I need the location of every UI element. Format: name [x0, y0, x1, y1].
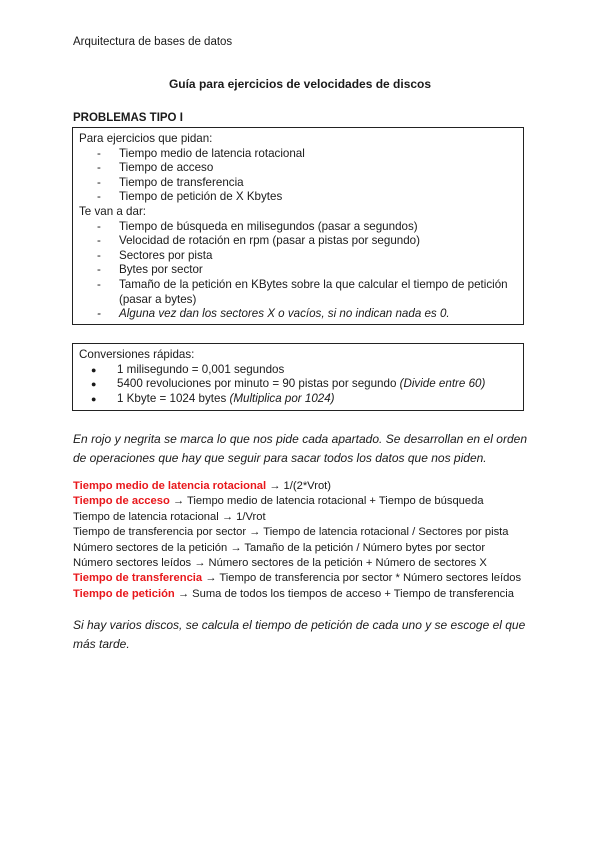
formula-expression: → Número sectores de la petición + Número de sectores X [191, 557, 487, 570]
list-item: - Velocidad de rotación en rpm (pasar a pistas por segundo) [97, 234, 515, 249]
list-item-note: - Alguna vez dan los sectores X o vacíos, si no indican nada es 0. [97, 307, 515, 322]
formula-term: Tiempo de transferencia por sector [73, 526, 247, 539]
list-item: - Tamaño de la petición en KBytes sobre la que calcular el tiempo de petición (pasar a bytes) [97, 278, 515, 307]
formula-line [73, 525, 521, 540]
list-item: - Sectores por pista [97, 249, 515, 264]
formula-term: Tiempo de petición [73, 587, 175, 600]
intro-paragraph: En rojo y negrita se marca lo que nos pide cada apartado. Se desarrollan en el orden de operaciones que hay que seguir para sacar todos los datos que nos piden. [73, 432, 527, 465]
list-item: - Tiempo de petición de X Kbytes [97, 190, 515, 205]
section-heading: PROBLEMAS TIPO I [73, 112, 183, 124]
given-label: Te van a dar: [79, 204, 147, 218]
formula-term: Número sectores leídos [73, 557, 192, 570]
formula-expression: → Tiempo de latencia rotacional / Sectores por pista [246, 526, 509, 539]
formula-expression: → 1/(2*Vrot) [266, 480, 332, 492]
formula-expression: → Tiempo de transferencia por sector * Número sectores leídos [202, 572, 522, 585]
formula-line [73, 587, 521, 602]
conversion-note: (Multiplica por 1024) [229, 391, 335, 405]
conversions-box [72, 343, 524, 411]
document-header: Arquitectura de bases de datos [73, 36, 233, 48]
list-item [91, 363, 515, 378]
formula-term: Tiempo de latencia rotacional [73, 510, 219, 523]
list-item [91, 377, 515, 392]
box-intro: Para ejercicios que pidan: [79, 132, 213, 145]
formula-term: Tiempo de transferencia [73, 572, 203, 585]
list-item: - Tiempo de acceso [97, 161, 515, 176]
document-title: Guía para ejercicios de velocidades de discos [168, 77, 432, 91]
conversions-list [79, 363, 515, 407]
list-item: - Tiempo de búsqueda en milisegundos (pasar a segundos) [97, 220, 515, 235]
formula-term: Tiempo medio de latencia rotacional [73, 480, 267, 492]
list-item: - Bytes por sector [97, 263, 515, 278]
requirements-box [72, 127, 524, 325]
given-list [79, 220, 515, 322]
formula-expression: → Tamaño de la petición / Número bytes por sector [227, 541, 486, 554]
formula-expression: → Tiempo medio de latencia rotacional + Tiempo de búsqueda [169, 495, 484, 508]
formula-line [73, 479, 521, 494]
formula-line [73, 494, 521, 509]
formula-line [73, 541, 521, 556]
conversions-title: Conversiones rápidas: [79, 348, 195, 361]
formula-line [73, 556, 521, 571]
formula-list [73, 479, 521, 602]
formula-term: Número sectores de la petición [73, 541, 228, 554]
formula-term: Tiempo de acceso [73, 495, 170, 508]
list-item: - Tiempo medio de latencia rotacional [97, 147, 515, 162]
closing-paragraph: Si hay varios discos, se calcula el tiempo de petición de cada uno y se escoge el que más tarde. [73, 618, 526, 651]
formula-line [73, 571, 521, 586]
conversion-text: 1 Kbyte = 1024 bytes [117, 391, 230, 405]
list-item [91, 392, 515, 407]
asks-list [79, 147, 515, 205]
conversion-note: (Divide entre 60) [399, 377, 486, 391]
formula-line [73, 510, 521, 525]
conversion-text: 5400 revoluciones por minuto = 90 pistas por segundo [117, 377, 400, 391]
list-item: - Tiempo de transferencia [97, 176, 515, 191]
formula-expression: → 1/Vrot [218, 510, 266, 523]
conversion-text: 1 milisegundo = 0,001 segundos [117, 362, 285, 376]
formula-expression: → Suma de todos los tiempos de acceso + Tiempo de transferencia [174, 587, 514, 600]
